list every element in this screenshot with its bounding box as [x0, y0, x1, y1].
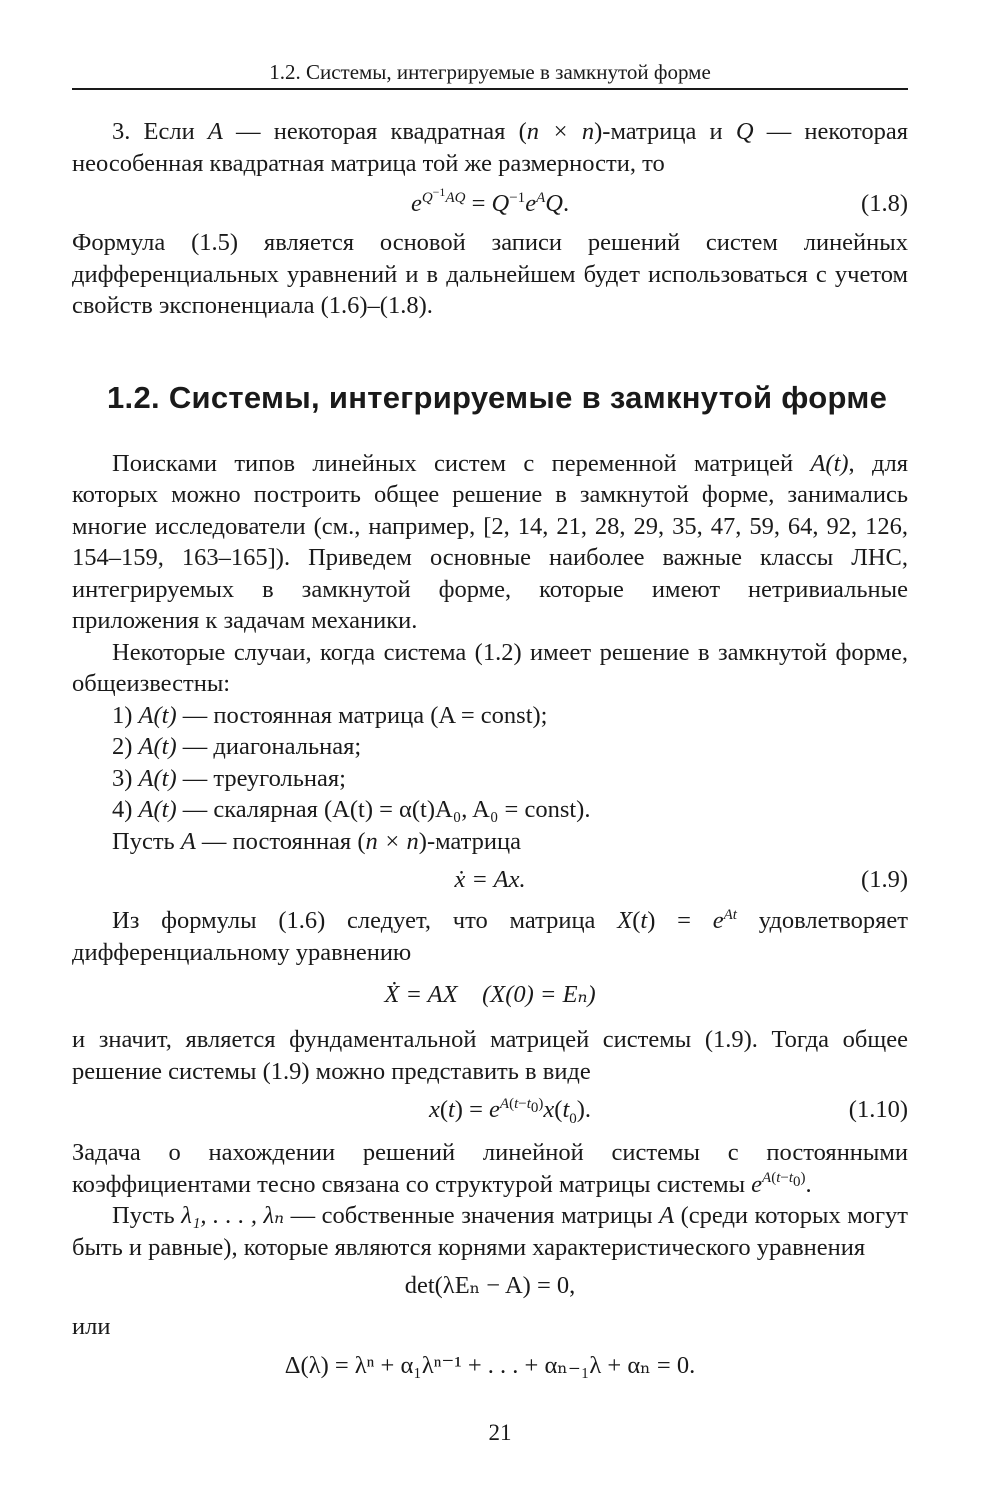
equation-ode [72, 976, 908, 1014]
equation-1-8 [72, 185, 908, 223]
running-header: 1.2. Системы, интегрируемые в замкнутой форме [72, 58, 908, 90]
equation-number: (1.9) [861, 866, 908, 893]
paragraph-let-A-constant: Пусть A — постоянная (n × n)-матрица [112, 827, 522, 855]
paragraph-from-formula: Из формулы (1.6) следует, что матрица $X(t) = e^{At}$ удовлетворяет дифференциальному уравнению [72, 906, 908, 966]
list-item: 1) A(t) — постоянная матрица (A = const); [112, 701, 548, 729]
paragraph-fundamental-matrix: и значит, является фундаментальной матрицей системы (1.9). Тогда общее решение системы (1.9) можно представить в виде [72, 1026, 908, 1085]
list-item: 3) A(t) — треугольная; [112, 764, 346, 792]
equation-1-10-expression: $x(t) = e^{A(t-t_0)}x(t_0)$. [428, 1095, 592, 1127]
equation-ode-expression: Ẋ = AX (X(0) = Eₙ) [384, 981, 596, 1008]
page-number: 21 [488, 1420, 512, 1445]
equation-1-10 [72, 1091, 908, 1129]
equation-1-8-expression: $e^{Q^{-1}AQ} = Q^{-1}e^AQ$. [410, 184, 570, 217]
equation-1-9 [72, 861, 908, 899]
equation-characteristic [72, 1347, 908, 1385]
list-item: 2) A(t) — диагональная; [112, 733, 362, 760]
paragraph-cases: Некоторые случаи, когда система (1.2) имеет решение в замкнутой форме, общеизвестны: [72, 638, 908, 697]
equation-characteristic-expression: Δ(λ) = λⁿ + α₁λⁿ⁻¹ + . . . + αₙ₋₁λ + αₙ = 0. [284, 1351, 696, 1379]
page-content [72, 116, 908, 1385]
paragraph-property-3: 3. Если A — некоторая квадратная (n × n)-матрица и Q — некоторая неособенная квадратная матрица той же размерности, то [72, 118, 908, 177]
word-or: или [72, 1313, 111, 1340]
paragraph-search: Поисками типов линейных систем с переменной матрицей A(t), для которых можно построить общее решение в замкнутой форме, занимались многие исследователи (см., например, [2, 14, 21, 28, 29, 35, 47, 59, 64, 92, 126, 154–159, 163–165]). Приведем основные наиболее важные классы ЛНС, интегрируемых в замкнутой форме, которые имеют нетривиальные приложения к задачам механики. [72, 449, 908, 634]
equation-1-9-expression: ẋ = Ax. [454, 866, 526, 893]
paragraph-eigenvalues: Пусть λ₁, . . . , λₙ — собственные значения матрицы A (среди которых могут быть и равные), которые являются корнями характеристического уравнения [72, 1202, 908, 1261]
section-heading: 1.2. Системы, интегрируемые в замкнутой форме [107, 379, 888, 415]
equation-determinant-expression: det(λEₙ − A) = 0, [404, 1272, 576, 1299]
matrix-X-definition: $X(t) = e^{At}$ [617, 906, 737, 934]
equation-determinant [72, 1267, 908, 1305]
equation-number: (1.10) [848, 1096, 908, 1123]
equation-number: (1.8) [861, 190, 908, 217]
matrix-exponential: $e^{A(t-t_0)}$. [751, 1170, 812, 1198]
paragraph-task: Задача о нахождении решений линейной системы с постоянными коэффициентами тесно связана со структурой матрицы системы $e^{A(t-t_0)}$. [72, 1139, 908, 1198]
list-item: 4) A(t) — скалярная (A(t) = α(t)A₀, A₀ = const). [112, 796, 591, 823]
paragraph-formula-1-5: Формула (1.5) является основой записи решений систем линейных дифференциальных уравнений и в дальнейшем будет использоваться с учетом свойств экспоненциала (1.6)–(1.8). [72, 229, 908, 319]
